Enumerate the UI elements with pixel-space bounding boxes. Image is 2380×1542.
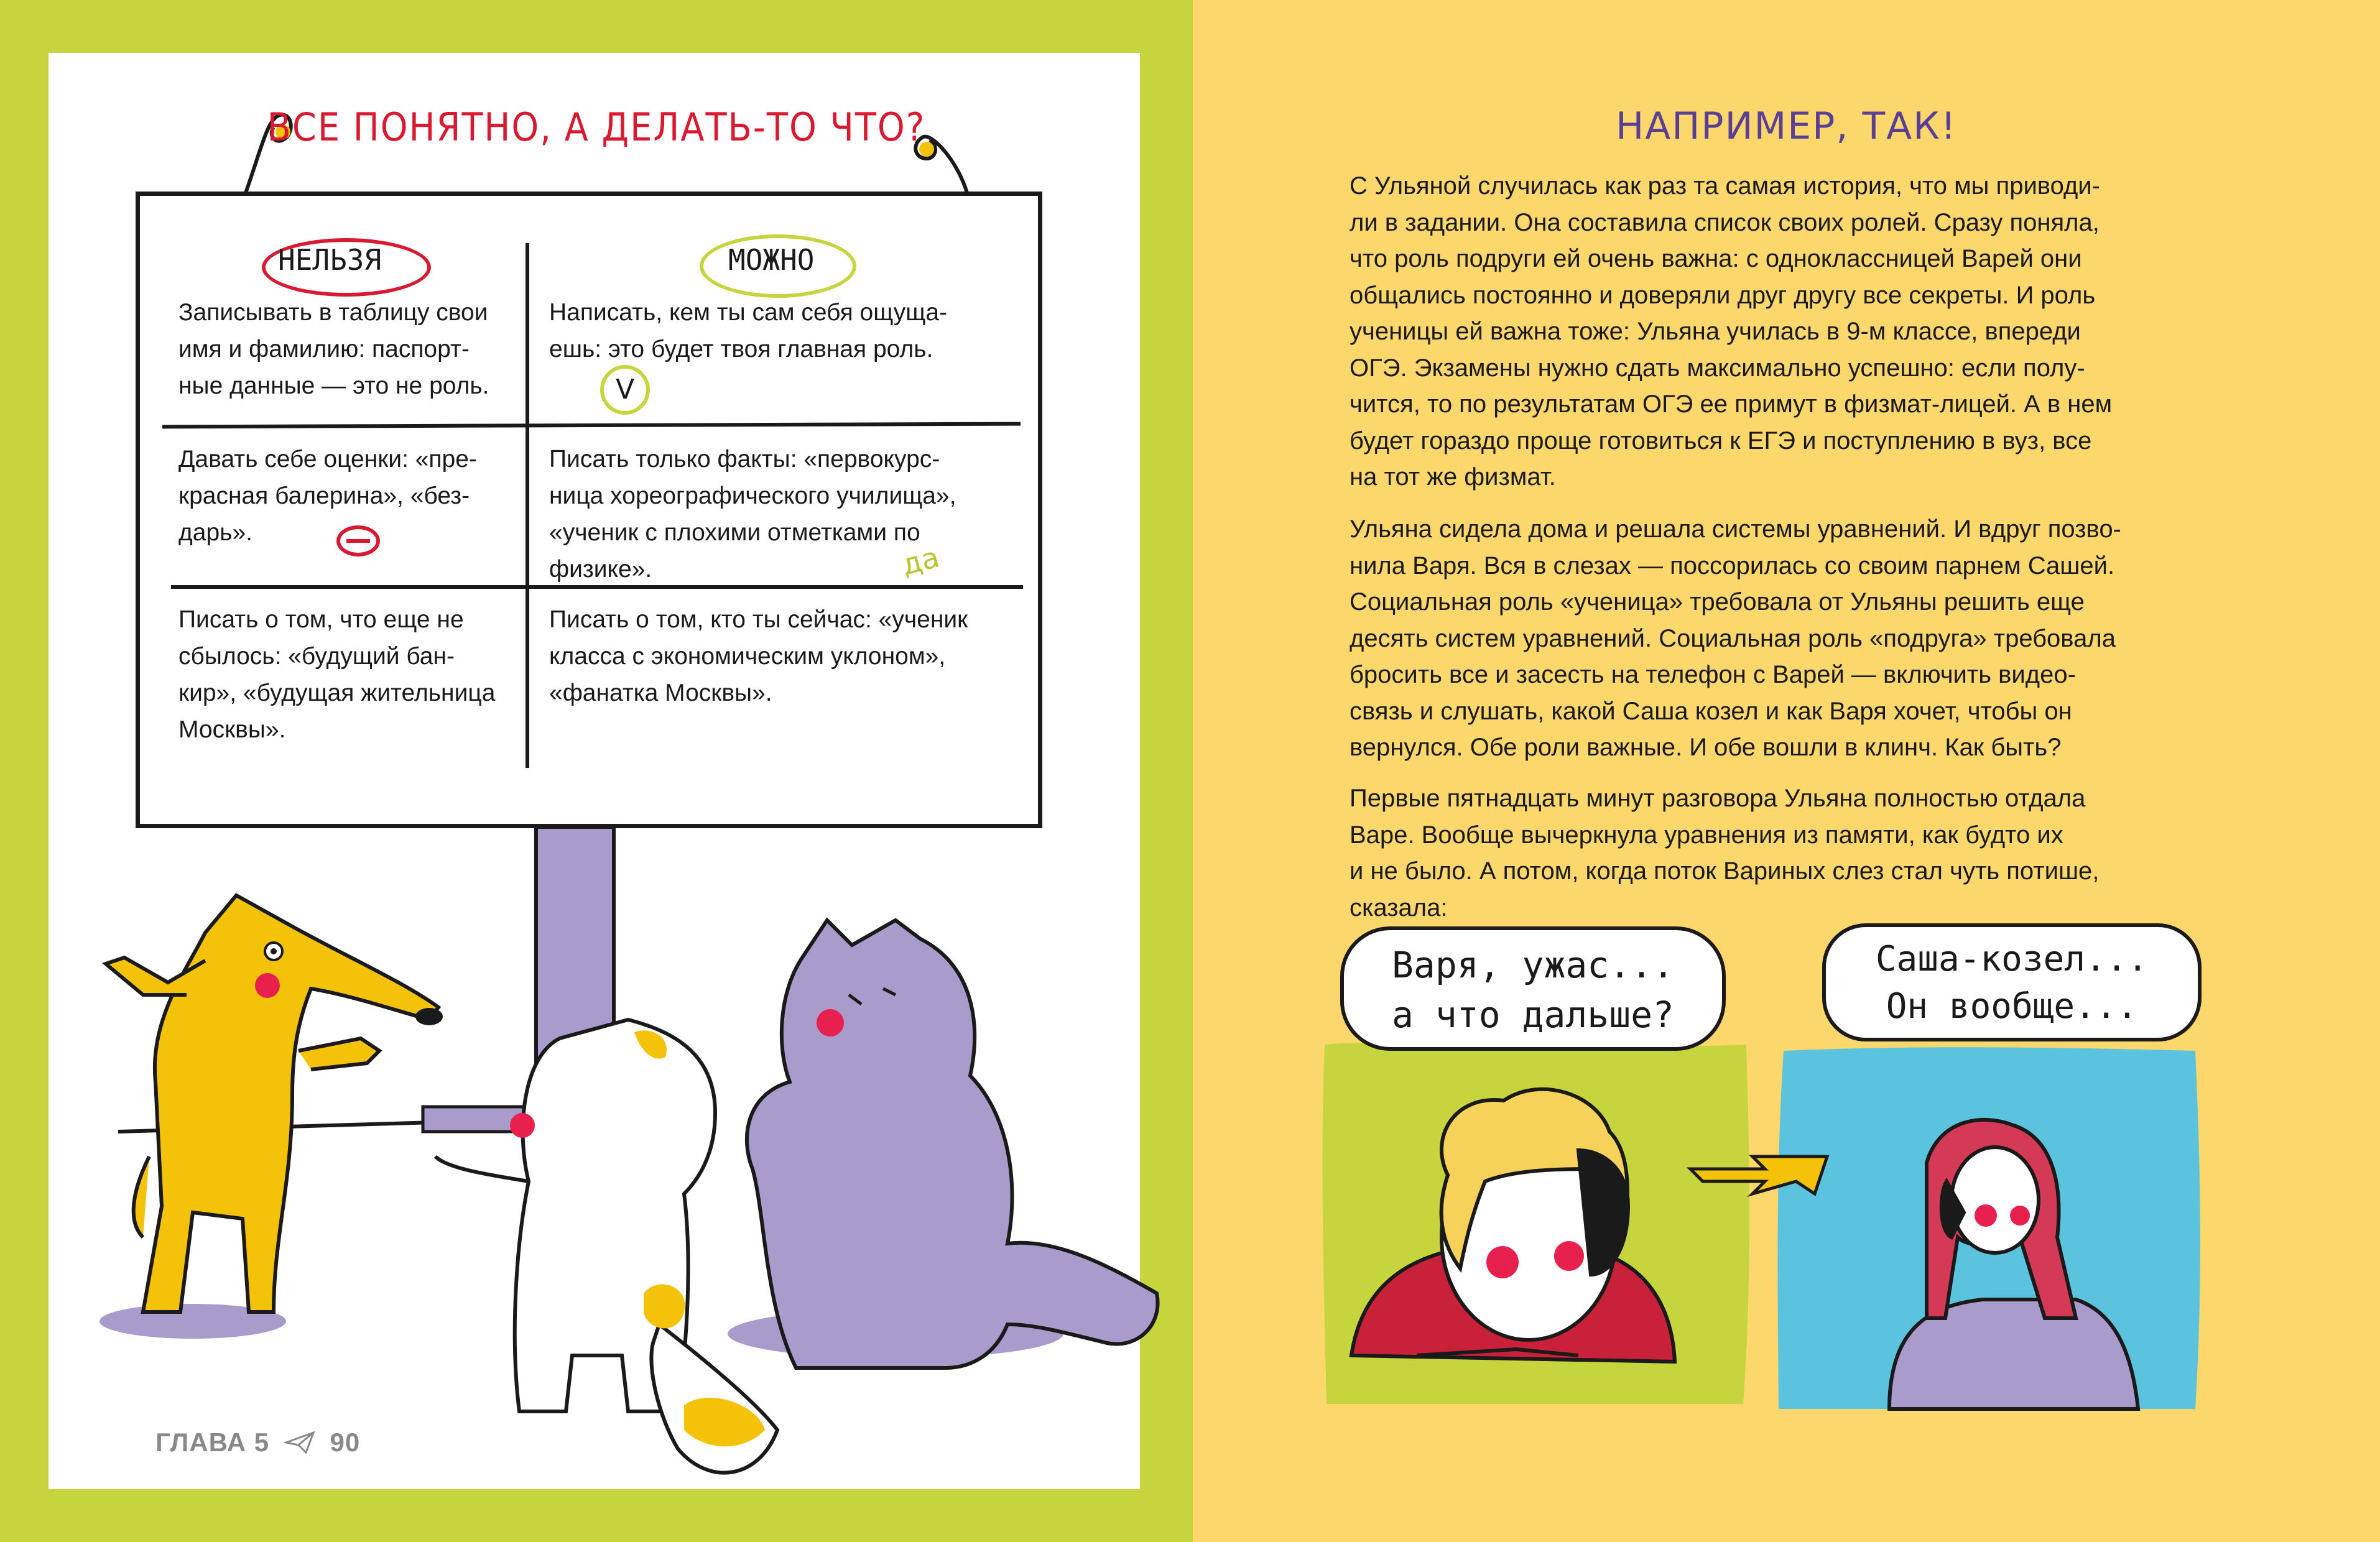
paragraph-1: С Ульяной случилась как раз та самая история, что мы приводи- ли в задании. Она составила список своих ролей. Сразу поняла, что роль подруги ей очень важна: с одноклассницей Варей они общались постоянно и доверяли друг другу все секреты. И роль ученицы ей важна тоже: Ульяна училась в 9-м классе, впереди ОГЭ. Экзамены нужно сдать максимально успешно: если полу- чится, то по результатам ОГЭ ее примут в физмат-лицей. А в нем будет гораздо проще готовиться к ЕГЭ и поступлению в вуз, все на тот же физмат.: [1350, 172, 2113, 491]
rule-yes-2: Писать только факты: «первокурс- ница хореографического училища», «ученик с плохими отметками по физике».: [549, 446, 956, 583]
rule-no-2: Давать себе оценки: «пре- красная балерина», «без- дарь».: [178, 446, 477, 546]
page-footer: [155, 1428, 360, 1457]
approval-mark: да: [898, 540, 943, 582]
board-row-divider: [162, 422, 1021, 429]
board-column-divider: [526, 243, 529, 768]
rule-no-1: Записывать в таблицу свои имя и фамилию: паспорт- ные данные — это не роль.: [178, 299, 489, 399]
comic-illustration: [1193, 0, 2380, 1542]
paper-plane-icon: [284, 1430, 316, 1455]
rule-yes-3: Писать о том, кто ты сейчас: «ученик класса с экономическим уклоном», «фанатка Москвы».: [549, 606, 968, 706]
rules-board: [136, 192, 1042, 828]
left-heading: ВСЕ ПОНЯТНО, А ДЕЛАТЬ-ТО ЧТО?: [267, 104, 926, 150]
column-header-yes: МОЖНО: [728, 243, 815, 277]
minus-mark-icon: [336, 525, 380, 556]
chapter-label: ГЛАВА 5: [155, 1428, 270, 1457]
purple-cat-illustration: [747, 920, 1158, 1368]
page-number: 90: [330, 1428, 361, 1457]
speech-bubble-ulyana: Варя, ужас... а что дальше?: [1340, 926, 1726, 1051]
paragraph-2: Ульяна сидела дома и решала системы уравнений. И вдруг позво- нила Варя. Вся в слезах — поссорилась со своим парнем Сашей. Социальная роль «ученица» требовала от Ульяны решить еще десять систем уравнений. Социальная роль «подруга» требовала бросить все и засесть на телефон с Варей — включить видео- связь и слушать, какой Саша козел и как Варя хочет, чтобы он вернулся. Обе роли важные. И обе вошли в клинч. Как быть?: [1350, 515, 2121, 761]
column-header-no: НЕЛЬЗЯ: [278, 243, 382, 277]
checkmark-v-icon: V: [600, 365, 650, 415]
rule-yes-1: Написать, кем ты сам себя ощуща- ешь: это будет твоя главная роль.: [549, 299, 948, 362]
rule-no-3: Писать о том, что еще не сбылось: «будущий бан- кир», «будущая жительница Москвы».: [178, 606, 496, 743]
paragraph-3: Первые пятнадцать минут разговора Ульяна полностью отдала Варе. Вообще вычеркнула уравнения из памяти, как будто их и не было. А потом, когда поток Вариных слез стал чуть потише, сказала:: [1350, 785, 2100, 921]
speech-bubble-varya: Саша-козел... Он вообще...: [1822, 923, 2202, 1041]
right-heading: НАПРИМЕР, ТАК!: [1616, 104, 1957, 148]
